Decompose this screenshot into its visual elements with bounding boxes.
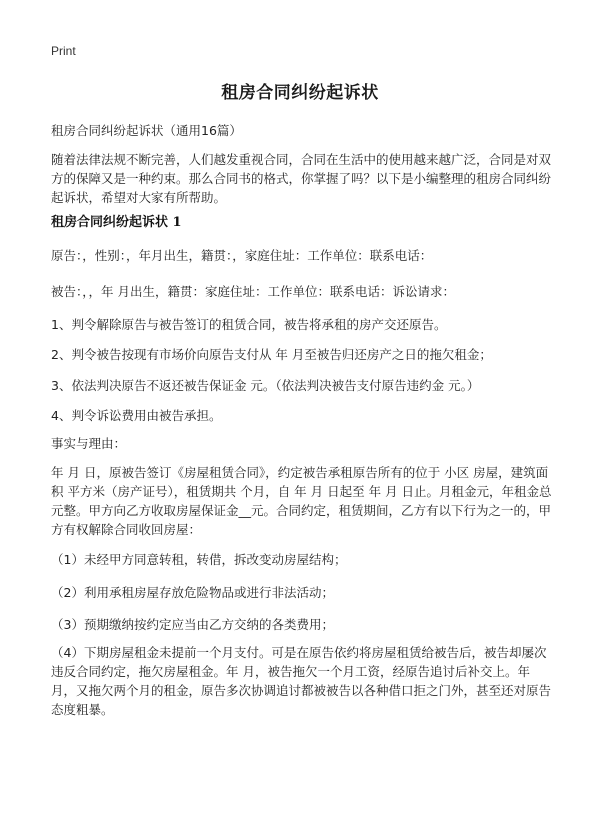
claim-item: 3、依法判决原告不返还被告保证金 元。（依法判决被告支付原告违约金 元。） [51, 378, 480, 393]
section-heading: 租房合同纠纷起诉状 1 [51, 215, 182, 230]
condition-item: （2）利用承租房屋存放危险物品或进行非法活动； [51, 585, 334, 600]
claim-item: 1、判令解除原告与被告签订的租赁合同，被告将承租的房产交还原告。 [51, 317, 447, 332]
intro-paragraph: 随着法律法规不断完善，人们越发重视合同，合同在生活中的使用越来越广泛，合同是对双方的保障又是一种约束。那么合同书的格式，你掌握了吗？以下是小编整理的租房合同纠纷起诉状，希望对大家有所帮助。 [51, 152, 552, 205]
page-title: 租房合同纠纷起诉状 [221, 83, 379, 103]
claim-item: 4、判令诉讼费用由被告承担。 [51, 408, 222, 423]
facts-heading: 事实与理由： [51, 436, 127, 451]
condition-item: （1）未经甲方同意转租，转借，拆改变动房屋结构； [51, 552, 347, 567]
claim-item: 2、判令被告按现有市场价向原告支付从 年 月至被告归还房产之日的拖欠租金； [51, 347, 492, 362]
facts-paragraph: 年 月 日，原被告签订《房屋租赁合同》，约定被告承租原告所有的位于 小区 房屋，建筑面积 平方米（房产证号），租赁期共 个月，自 年 月 日起至 年 月 日止。月租金元，年租金总 元整。甲方向乙方收取房屋保证金__元。合同约定，租赁期间，乙方有以下行为之一的，甲方有权解除合同收回房屋： [51, 465, 552, 537]
subtitle: 租房合同纠纷起诉状（通用16篇） [51, 123, 242, 138]
condition-item: （3）预期缴纳按约定应当由乙方交纳的各类费用； [51, 617, 334, 632]
defendant-line: 被告：，，年 月出生，籍贯：家庭住址：工作单位：联系电话：诉讼请求： [51, 284, 455, 299]
plaintiff-line: 原告：，性别：，年月出生，籍贯：，家庭住址：工作单位：联系电话： [51, 248, 433, 263]
print-link[interactable]: Print [51, 44, 76, 58]
final-paragraph: （4）下期房屋租金未提前一个月支付。可是在原告依约将房屋租赁给被告后，被告却屡次违反合同约定，拖欠房屋租金。年 月，被告拖欠一个月工资，经原告追讨后补交上。年 月，又拖欠两个月的租金，原告多次协调追讨都被被告以各种借口拒之门外，甚至还对原告态度粗暴。 [51, 645, 552, 717]
